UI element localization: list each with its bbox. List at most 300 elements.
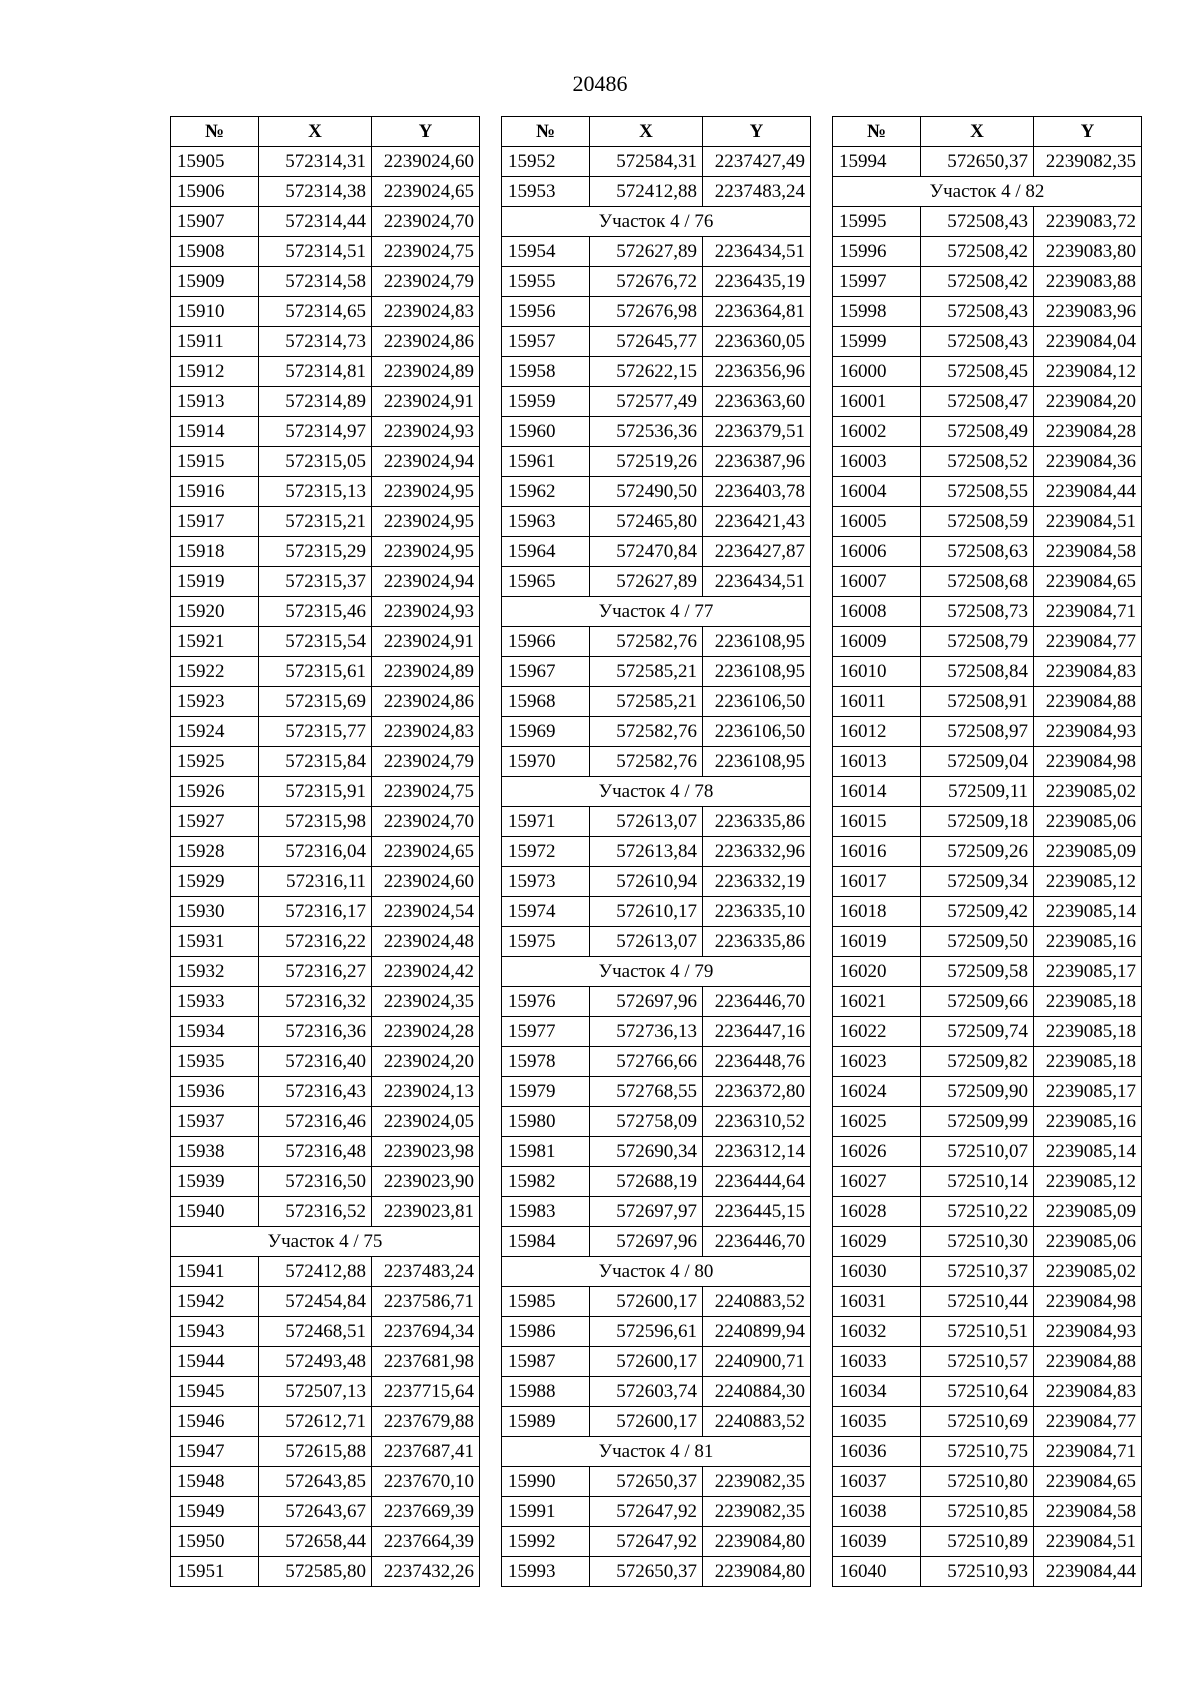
header-number: №	[502, 117, 590, 147]
table-row	[833, 1497, 1142, 1527]
x-value: 572316,40	[259, 1047, 372, 1077]
table-row	[502, 747, 811, 777]
x-value: 572314,97	[259, 417, 372, 447]
point-number: 15940	[171, 1197, 259, 1227]
table-row	[171, 1047, 480, 1077]
y-value: 2236108,95	[703, 657, 811, 687]
table-row	[833, 1557, 1142, 1587]
x-value: 572508,68	[921, 567, 1034, 597]
y-value: 2239082,35	[703, 1467, 811, 1497]
table-row	[502, 837, 811, 867]
table-row	[171, 207, 480, 237]
y-value: 2239085,14	[1034, 897, 1142, 927]
point-number: 15982	[502, 1167, 590, 1197]
section-title: Участок 4 / 76	[502, 207, 811, 237]
y-value: 2239084,83	[1034, 1377, 1142, 1407]
x-value: 572412,88	[590, 177, 703, 207]
table-row	[502, 1047, 811, 1077]
section-row	[502, 1437, 811, 1467]
x-value: 572316,27	[259, 957, 372, 987]
point-number: 15954	[502, 237, 590, 267]
y-value: 2240900,71	[703, 1347, 811, 1377]
table-row	[171, 447, 480, 477]
y-value: 2239085,09	[1034, 1197, 1142, 1227]
y-value: 2239084,80	[703, 1557, 811, 1587]
table-row	[171, 1137, 480, 1167]
point-number: 16015	[833, 807, 921, 837]
y-value: 2239024,54	[372, 897, 480, 927]
table-row	[502, 1467, 811, 1497]
point-number: 15970	[502, 747, 590, 777]
table-row	[833, 927, 1142, 957]
x-value: 572509,99	[921, 1107, 1034, 1137]
x-value: 572509,66	[921, 987, 1034, 1017]
point-number: 15915	[171, 447, 259, 477]
x-value: 572508,73	[921, 597, 1034, 627]
point-number: 15929	[171, 867, 259, 897]
table-row	[502, 327, 811, 357]
point-number: 15944	[171, 1347, 259, 1377]
y-value: 2237432,26	[372, 1557, 480, 1587]
x-value: 572615,88	[259, 1437, 372, 1467]
point-number: 15927	[171, 807, 259, 837]
x-value: 572316,36	[259, 1017, 372, 1047]
y-value: 2239024,89	[372, 357, 480, 387]
table-row	[171, 747, 480, 777]
table-row	[171, 267, 480, 297]
y-value: 2239024,42	[372, 957, 480, 987]
y-value: 2239024,86	[372, 687, 480, 717]
x-value: 572315,54	[259, 627, 372, 657]
y-value: 2236364,81	[703, 297, 811, 327]
point-number: 15935	[171, 1047, 259, 1077]
y-value: 2239084,83	[1034, 657, 1142, 687]
y-value: 2239084,51	[1034, 507, 1142, 537]
x-value: 572688,19	[590, 1167, 703, 1197]
y-value: 2239085,16	[1034, 1107, 1142, 1137]
y-value: 2237679,88	[372, 1407, 480, 1437]
y-value: 2239083,72	[1034, 207, 1142, 237]
point-number: 15925	[171, 747, 259, 777]
x-value: 572412,88	[259, 1257, 372, 1287]
y-value: 2237694,34	[372, 1317, 480, 1347]
x-value: 572510,57	[921, 1347, 1034, 1377]
point-number: 15969	[502, 717, 590, 747]
y-value: 2239085,06	[1034, 1227, 1142, 1257]
table-row	[833, 1137, 1142, 1167]
point-number: 15928	[171, 837, 259, 867]
x-value: 572314,73	[259, 327, 372, 357]
point-number: 16028	[833, 1197, 921, 1227]
y-value: 2237483,24	[372, 1257, 480, 1287]
x-value: 572600,17	[590, 1347, 703, 1377]
y-value: 2239084,65	[1034, 567, 1142, 597]
point-number: 15914	[171, 417, 259, 447]
table-row	[502, 297, 811, 327]
table-row	[502, 1407, 811, 1437]
point-number: 15906	[171, 177, 259, 207]
y-value: 2237687,41	[372, 1437, 480, 1467]
point-number: 15918	[171, 537, 259, 567]
table-row	[502, 237, 811, 267]
table-row	[833, 1467, 1142, 1497]
table-row	[833, 147, 1142, 177]
x-value: 572508,97	[921, 717, 1034, 747]
section-title: Участок 4 / 81	[502, 1437, 811, 1467]
x-value: 572627,89	[590, 237, 703, 267]
point-number: 15980	[502, 1107, 590, 1137]
x-value: 572510,69	[921, 1407, 1034, 1437]
table-row	[833, 1347, 1142, 1377]
y-value: 2236447,16	[703, 1017, 811, 1047]
table-row	[833, 1527, 1142, 1557]
y-value: 2239024,91	[372, 627, 480, 657]
x-value: 572490,50	[590, 477, 703, 507]
point-number: 15981	[502, 1137, 590, 1167]
y-value: 2239024,89	[372, 657, 480, 687]
x-value: 572768,55	[590, 1077, 703, 1107]
table-row	[833, 537, 1142, 567]
point-number: 15939	[171, 1167, 259, 1197]
table-row	[502, 387, 811, 417]
point-number: 15923	[171, 687, 259, 717]
y-value: 2239023,98	[372, 1137, 480, 1167]
table-row	[171, 387, 480, 417]
table-row	[171, 1497, 480, 1527]
y-value: 2239024,70	[372, 207, 480, 237]
table-row	[171, 597, 480, 627]
x-value: 572658,44	[259, 1527, 372, 1557]
table-row	[833, 237, 1142, 267]
x-value: 572643,67	[259, 1497, 372, 1527]
x-value: 572508,43	[921, 327, 1034, 357]
y-value: 2239083,80	[1034, 237, 1142, 267]
table-row	[833, 1227, 1142, 1257]
table-row	[171, 357, 480, 387]
y-value: 2239084,93	[1034, 1317, 1142, 1347]
table-row	[833, 1317, 1142, 1347]
point-number: 15908	[171, 237, 259, 267]
y-value: 2239024,86	[372, 327, 480, 357]
point-number: 15950	[171, 1527, 259, 1557]
y-value: 2236448,76	[703, 1047, 811, 1077]
table-row	[502, 807, 811, 837]
section-row	[502, 207, 811, 237]
table-row	[502, 267, 811, 297]
point-number: 15965	[502, 567, 590, 597]
x-value: 572510,51	[921, 1317, 1034, 1347]
point-number: 15958	[502, 357, 590, 387]
x-value: 572508,42	[921, 237, 1034, 267]
table-row	[171, 807, 480, 837]
table-row	[833, 1077, 1142, 1107]
x-value: 572509,04	[921, 747, 1034, 777]
point-number: 15920	[171, 597, 259, 627]
x-value: 572316,43	[259, 1077, 372, 1107]
y-value: 2239024,83	[372, 717, 480, 747]
table-row	[833, 267, 1142, 297]
table-row	[171, 867, 480, 897]
y-value: 2239024,79	[372, 267, 480, 297]
x-value: 572510,44	[921, 1287, 1034, 1317]
y-value: 2239082,35	[703, 1497, 811, 1527]
point-number: 15996	[833, 237, 921, 267]
y-value: 2239085,06	[1034, 807, 1142, 837]
y-value: 2239084,93	[1034, 717, 1142, 747]
table-row	[833, 777, 1142, 807]
y-value: 2237681,98	[372, 1347, 480, 1377]
table-row	[833, 747, 1142, 777]
table-row	[171, 1257, 480, 1287]
table-row	[833, 1287, 1142, 1317]
table-row	[502, 477, 811, 507]
x-value: 572603,74	[590, 1377, 703, 1407]
point-number: 15988	[502, 1377, 590, 1407]
point-number: 16018	[833, 897, 921, 927]
x-value: 572315,77	[259, 717, 372, 747]
table-header-row	[502, 117, 811, 147]
x-value: 572508,42	[921, 267, 1034, 297]
x-value: 572508,59	[921, 507, 1034, 537]
table-row	[833, 1407, 1142, 1437]
point-number: 15942	[171, 1287, 259, 1317]
table-row	[833, 867, 1142, 897]
table-row	[171, 957, 480, 987]
x-value: 572316,46	[259, 1107, 372, 1137]
x-value: 572613,07	[590, 807, 703, 837]
y-value: 2239085,17	[1034, 957, 1142, 987]
y-value: 2239084,58	[1034, 537, 1142, 567]
x-value: 572316,48	[259, 1137, 372, 1167]
section-row	[502, 1257, 811, 1287]
y-value: 2239023,90	[372, 1167, 480, 1197]
y-value: 2239024,05	[372, 1107, 480, 1137]
y-value: 2236360,05	[703, 327, 811, 357]
table-row	[833, 477, 1142, 507]
x-value: 572508,79	[921, 627, 1034, 657]
table-row	[171, 327, 480, 357]
table-row	[171, 1407, 480, 1437]
x-value: 572314,38	[259, 177, 372, 207]
y-value: 2239024,13	[372, 1077, 480, 1107]
table-row	[833, 717, 1142, 747]
y-value: 2239024,28	[372, 1017, 480, 1047]
y-value: 2239084,77	[1034, 627, 1142, 657]
y-value: 2239024,60	[372, 867, 480, 897]
table-row	[171, 1467, 480, 1497]
x-value: 572509,34	[921, 867, 1034, 897]
y-value: 2239085,17	[1034, 1077, 1142, 1107]
x-value: 572766,66	[590, 1047, 703, 1077]
x-value: 572676,98	[590, 297, 703, 327]
y-value: 2236106,50	[703, 687, 811, 717]
x-value: 572697,97	[590, 1197, 703, 1227]
y-value: 2237664,39	[372, 1527, 480, 1557]
x-value: 572510,64	[921, 1377, 1034, 1407]
point-number: 16008	[833, 597, 921, 627]
y-value: 2239024,95	[372, 507, 480, 537]
table-row	[171, 537, 480, 567]
point-number: 16040	[833, 1557, 921, 1587]
point-number: 15936	[171, 1077, 259, 1107]
x-value: 572622,15	[590, 357, 703, 387]
table-row	[171, 1317, 480, 1347]
x-value: 572508,43	[921, 207, 1034, 237]
x-value: 572315,46	[259, 597, 372, 627]
table-row	[833, 1437, 1142, 1467]
table-row	[833, 807, 1142, 837]
table-row	[833, 1377, 1142, 1407]
point-number: 15957	[502, 327, 590, 357]
point-number: 15986	[502, 1317, 590, 1347]
table-row	[171, 147, 480, 177]
point-number: 15985	[502, 1287, 590, 1317]
y-value: 2236379,51	[703, 417, 811, 447]
table-row	[171, 927, 480, 957]
table-row	[833, 567, 1142, 597]
point-number: 16005	[833, 507, 921, 537]
point-number: 15990	[502, 1467, 590, 1497]
y-value: 2239084,51	[1034, 1527, 1142, 1557]
table-row	[833, 207, 1142, 237]
y-value: 2239084,04	[1034, 327, 1142, 357]
point-number: 15924	[171, 717, 259, 747]
section-title: Участок 4 / 80	[502, 1257, 811, 1287]
header-x: X	[590, 117, 703, 147]
y-value: 2239024,93	[372, 417, 480, 447]
x-value: 572584,31	[590, 147, 703, 177]
x-value: 572508,43	[921, 297, 1034, 327]
y-value: 2239085,12	[1034, 1167, 1142, 1197]
y-value: 2236446,70	[703, 987, 811, 1017]
point-number: 16029	[833, 1227, 921, 1257]
y-value: 2239085,18	[1034, 1017, 1142, 1047]
point-number: 15946	[171, 1407, 259, 1437]
y-value: 2239024,95	[372, 477, 480, 507]
y-value: 2239083,88	[1034, 267, 1142, 297]
point-number: 15998	[833, 297, 921, 327]
point-number: 15967	[502, 657, 590, 687]
section-title: Участок 4 / 82	[833, 177, 1142, 207]
point-number: 15913	[171, 387, 259, 417]
table-row	[833, 987, 1142, 1017]
point-number: 15945	[171, 1377, 259, 1407]
x-value: 572650,37	[921, 147, 1034, 177]
x-value: 572315,91	[259, 777, 372, 807]
y-value: 2239083,96	[1034, 297, 1142, 327]
x-value: 572314,51	[259, 237, 372, 267]
x-value: 572314,65	[259, 297, 372, 327]
coordinates-table-1	[170, 116, 480, 1587]
x-value: 572647,92	[590, 1497, 703, 1527]
point-number: 15994	[833, 147, 921, 177]
table-row	[502, 417, 811, 447]
x-value: 572585,80	[259, 1557, 372, 1587]
point-number: 15933	[171, 987, 259, 1017]
section-row	[833, 177, 1142, 207]
y-value: 2239085,14	[1034, 1137, 1142, 1167]
table-row	[502, 177, 811, 207]
table-row	[171, 717, 480, 747]
table-row	[502, 537, 811, 567]
y-value: 2236421,43	[703, 507, 811, 537]
table-row	[833, 1017, 1142, 1047]
x-value: 572509,18	[921, 807, 1034, 837]
header-number: №	[171, 117, 259, 147]
y-value: 2239084,98	[1034, 747, 1142, 777]
point-number: 15953	[502, 177, 590, 207]
y-value: 2239084,44	[1034, 1557, 1142, 1587]
x-value: 572610,94	[590, 867, 703, 897]
table-row	[833, 357, 1142, 387]
y-value: 2239084,88	[1034, 1347, 1142, 1377]
table-row	[502, 447, 811, 477]
y-value: 2237715,64	[372, 1377, 480, 1407]
y-value: 2236335,86	[703, 927, 811, 957]
table-row	[502, 1557, 811, 1587]
point-number: 16013	[833, 747, 921, 777]
y-value: 2239085,18	[1034, 987, 1142, 1017]
x-value: 572600,17	[590, 1287, 703, 1317]
y-value: 2239024,91	[372, 387, 480, 417]
x-value: 572314,44	[259, 207, 372, 237]
x-value: 572582,76	[590, 627, 703, 657]
y-value: 2239084,77	[1034, 1407, 1142, 1437]
x-value: 572697,96	[590, 1227, 703, 1257]
point-number: 15941	[171, 1257, 259, 1287]
y-value: 2236310,52	[703, 1107, 811, 1137]
point-number: 15947	[171, 1437, 259, 1467]
y-value: 2239024,75	[372, 237, 480, 267]
x-value: 572519,26	[590, 447, 703, 477]
table-row	[502, 1077, 811, 1107]
table-row	[833, 1197, 1142, 1227]
table-row	[502, 987, 811, 1017]
table-row	[833, 1047, 1142, 1077]
table-row	[833, 597, 1142, 627]
point-number: 16002	[833, 417, 921, 447]
x-value: 572316,52	[259, 1197, 372, 1227]
table-row	[171, 507, 480, 537]
table-row	[171, 1287, 480, 1317]
header-number: №	[833, 117, 921, 147]
x-value: 572507,13	[259, 1377, 372, 1407]
table-row	[171, 1017, 480, 1047]
x-value: 572510,85	[921, 1497, 1034, 1527]
x-value: 572508,84	[921, 657, 1034, 687]
x-value: 572316,32	[259, 987, 372, 1017]
y-value: 2236434,51	[703, 237, 811, 267]
point-number: 16019	[833, 927, 921, 957]
y-value: 2236108,95	[703, 747, 811, 777]
table-row	[171, 477, 480, 507]
table-row	[833, 417, 1142, 447]
table-row	[502, 1287, 811, 1317]
table-row	[833, 327, 1142, 357]
point-number: 15956	[502, 297, 590, 327]
table-row	[171, 237, 480, 267]
x-value: 572600,17	[590, 1407, 703, 1437]
x-value: 572316,04	[259, 837, 372, 867]
point-number: 15976	[502, 987, 590, 1017]
point-number: 15975	[502, 927, 590, 957]
point-number: 15997	[833, 267, 921, 297]
table-row	[171, 297, 480, 327]
y-value: 2239024,93	[372, 597, 480, 627]
point-number: 15977	[502, 1017, 590, 1047]
y-value: 2239084,71	[1034, 597, 1142, 627]
header-x: X	[921, 117, 1034, 147]
